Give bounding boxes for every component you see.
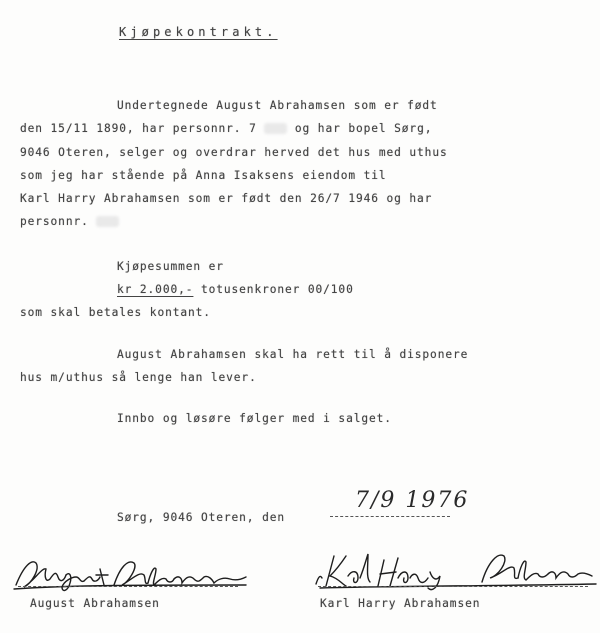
seller-signature-line xyxy=(18,586,238,587)
paragraph4: Innbo og løsøre følger med i salget. xyxy=(117,412,392,425)
paragraph3-line2: hus m/uthus så lenge han lever. xyxy=(20,371,257,384)
date-underline xyxy=(330,516,450,517)
price-label: Kjøpesummen er xyxy=(117,260,224,273)
paragraph1-line3: 9046 Oteren, selger og overdrar herved det hus med uthus xyxy=(20,146,448,159)
paragraph1-line4: som jeg har stående på Anna Isaksens eiendom til xyxy=(20,169,387,182)
redacted-personnr-buyer: 516 xyxy=(96,215,120,228)
place-line: Sørg, 9046 Oteren, den xyxy=(117,511,285,524)
price-words: totusenkroner 00/100 xyxy=(193,283,354,296)
handwritten-date: 7/9 1976 xyxy=(355,488,470,513)
seller-signature xyxy=(10,555,250,595)
paragraph1-line6 xyxy=(20,216,119,227)
price-amount: kr 2.000,- xyxy=(117,283,194,296)
paragraph1-line5: Karl Harry Abrahamsen som er født den 26/7 1946 og har xyxy=(20,192,433,205)
buyer-signature-line xyxy=(318,586,588,587)
seller-name: August Abrahamsen xyxy=(30,597,160,610)
redacted-personnr-seller: 5 8 xyxy=(264,122,288,135)
paragraph1-line2-tail: og har bopel Sørg, xyxy=(287,122,433,135)
paragraph1-line2 xyxy=(20,123,432,134)
paragraph1-line6-text: personnr. xyxy=(20,215,97,228)
price-line xyxy=(117,284,354,295)
document-title: Kjøpekontrakt. xyxy=(119,25,278,39)
paragraph3-line1: August Abrahamsen skal ha rett til å disponere xyxy=(117,348,469,361)
buyer-name: Karl Harry Abrahamsen xyxy=(320,597,481,610)
paragraph1-line2-text: den 15/11 1890, har personnr. 7 xyxy=(20,122,265,135)
paragraph1-line1: Undertegnede August Abrahamsen som er født xyxy=(117,99,438,112)
price-terms: som skal betales kontant. xyxy=(20,306,211,319)
